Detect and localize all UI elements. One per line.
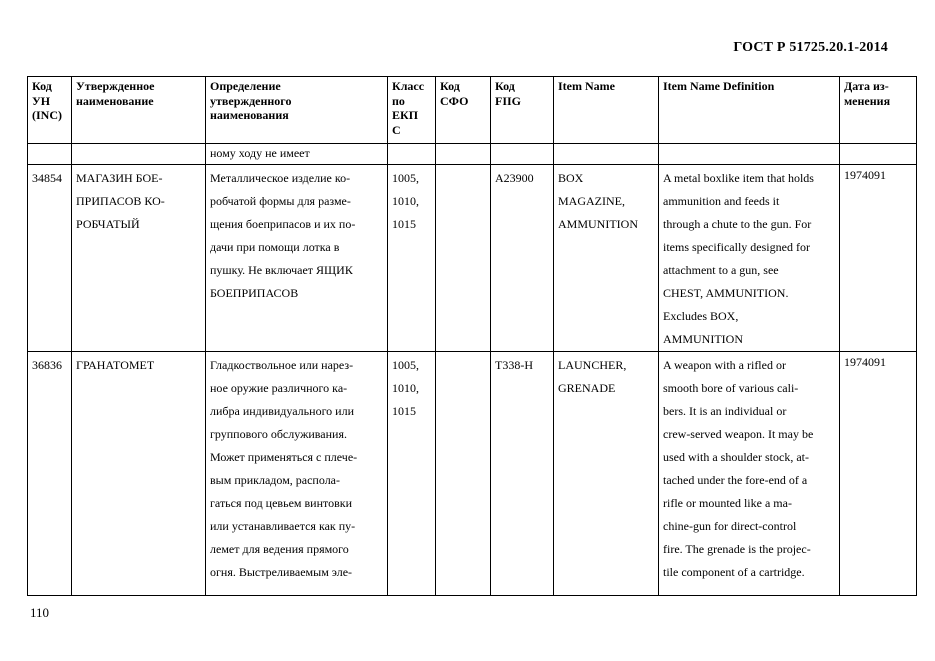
document-header: ГОСТ Р 51725.20.1-2014 <box>733 40 888 55</box>
cell-name: ГРАНАТОМЕТ <box>72 352 206 596</box>
cell-definition: Гладкоствольное или нарез- ное оружие различного ка- либра индивидуального или группового обслуживания. Может применяться с плече- вым прикладом, распола- гаться под цевьем винтовки или устанавливается как пу- лемет для ведения прямого огня. Выстреливаемым эле- <box>206 352 388 596</box>
cell-sfo <box>436 165 491 352</box>
cell-name: МАГАЗИН БОЕ- ПРИПАСОВ КО- РОБЧАТЫЙ <box>72 165 206 352</box>
col-header-date: Дата из- менения <box>840 77 917 144</box>
cell-date: 1974091 <box>840 352 917 596</box>
col-header-name: Утвержденное наименование <box>72 77 206 144</box>
col-header-inc: Код УН (INC) <box>28 77 72 144</box>
continuation-text: ному ходу не имеет <box>206 144 388 165</box>
col-header-class: Класс по ЕКП С <box>388 77 436 144</box>
cell-item-name: LAUNCHER, GRENADE <box>554 352 659 596</box>
col-header-sfo: Код СФО <box>436 77 491 144</box>
col-header-item-name: Item Name <box>554 77 659 144</box>
table-header-row <box>28 77 917 144</box>
cell-inc: 36836 <box>28 352 72 596</box>
table-row <box>28 165 917 352</box>
col-header-fiig: Код FIIG <box>491 77 554 144</box>
cell-fiig: T338-H <box>491 352 554 596</box>
continuation-row <box>28 144 917 165</box>
page-number: 110 <box>30 605 50 620</box>
col-header-item-definition: Item Name Definition <box>659 77 840 144</box>
cell-date: 1974091 <box>840 165 917 352</box>
cell-item-definition: A weapon with a rifled or smooth bore of various cali- bers. It is an individual or crew-served weapon. It may be used with a shoulder stock, at- tached under the fore-end of a rifle or mounted like a ma- chine-gun for direct-control fire. The grenade is the projec- tile component of a cartridge. <box>659 352 840 596</box>
cell-inc: 34854 <box>28 165 72 352</box>
cell-fiig: A23900 <box>491 165 554 352</box>
cell-item-definition: A metal boxlike item that holds ammunition and feeds it through a chute to the gun. For items specifically designed for attachment to a gun, see CHEST, AMMUNITION. Excludes BOX, AMMUNITION <box>659 165 840 352</box>
cell-sfo <box>436 352 491 596</box>
table-row <box>28 352 917 596</box>
cell-definition: Металлическое изделие ко- робчатой формы для разме- щения боеприпасов и их по- дачи при помощи лотка в пушку. Не включает ЯЩИК БОЕПРИПАСОВ <box>206 165 388 352</box>
cell-class: 1005, 1010, 1015 <box>388 352 436 596</box>
col-header-definition: Определение утвержденного наименования <box>206 77 388 144</box>
cell-class: 1005, 1010, 1015 <box>388 165 436 352</box>
cell-item-name: BOX MAGAZINE, AMMUNITION <box>554 165 659 352</box>
items-table <box>27 76 917 596</box>
